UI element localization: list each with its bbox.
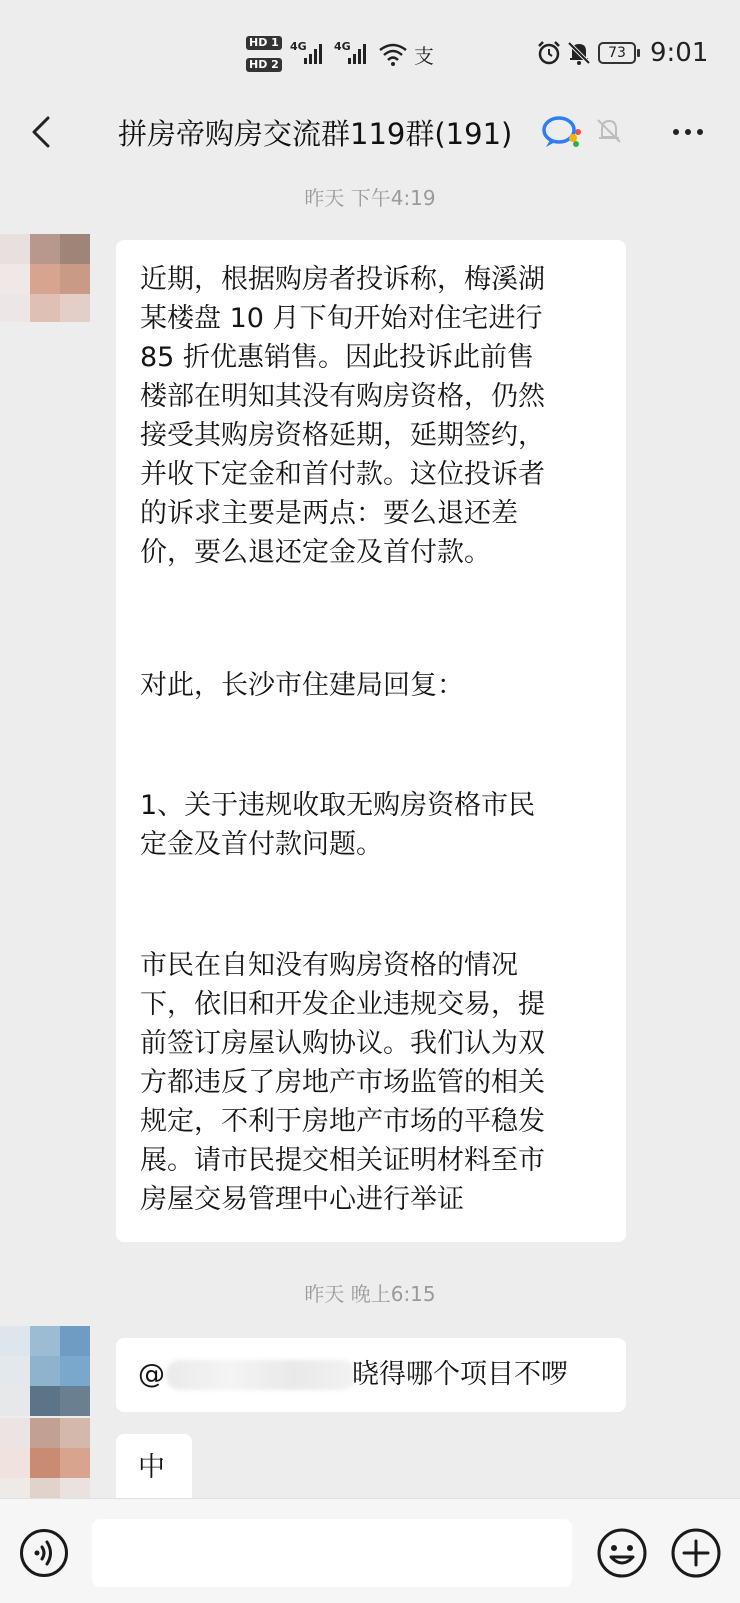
silent-bell-icon — [566, 40, 592, 66]
emoji-icon[interactable] — [596, 1527, 648, 1579]
message-bubble[interactable] — [116, 1338, 626, 1412]
avatar[interactable] — [0, 1326, 96, 1416]
status-clock: 9:01 — [650, 38, 709, 68]
network-type-2: 4G — [334, 40, 351, 53]
chat-header — [0, 100, 740, 164]
message-timestamp: 昨天 晚上6:15 — [304, 1282, 436, 1306]
message-text: 中 — [138, 1452, 165, 1483]
message-paragraph: 对此，长沙市住建局回复： — [140, 670, 464, 701]
sim2-hd-badge: HD 2 — [246, 58, 282, 72]
message-timestamp: 昨天 下午4:19 — [304, 186, 436, 210]
mention-prefix: @ — [138, 1359, 165, 1390]
network-type-1: 4G — [290, 40, 307, 53]
avatar[interactable] — [0, 1418, 96, 1498]
chat-group-icon[interactable] — [540, 114, 582, 150]
wifi-icon — [378, 42, 408, 66]
chat-title: 拼房帝购房交流群119群(191) — [118, 117, 513, 151]
voice-icon[interactable] — [20, 1529, 68, 1577]
avatar[interactable] — [0, 234, 96, 322]
status-bar — [0, 0, 740, 100]
mute-bell-icon[interactable] — [594, 116, 624, 146]
back-arrow-icon[interactable] — [22, 112, 62, 152]
message-input[interactable] — [92, 1519, 572, 1587]
more-icon[interactable] — [668, 112, 708, 152]
input-bar — [0, 1498, 740, 1603]
battery-indicator: 73 — [598, 42, 636, 64]
message-paragraph: 近期，根据购房者投诉称，梅溪湖 某楼盘 10 月下旬开始对住宅进行 85 折优惠销售。因此投诉此前售 楼部在明知其没有购房资格，仍然 接受其购房资格延期，延期签约， 并收下定金和首付款。这位投诉者 的诉求主要是两点：要么退还差 价，要么退还定金及首付款。 — [140, 264, 545, 568]
message-text: 晓得哪个项目不啰 — [352, 1359, 568, 1390]
alipay-icon: 支 — [414, 44, 434, 68]
plus-icon[interactable] — [670, 1527, 722, 1579]
alarm-icon — [536, 40, 562, 66]
signal-strength-icon — [304, 42, 326, 64]
signal-strength-icon — [348, 42, 370, 64]
blurred-username — [166, 1360, 356, 1390]
message-paragraph: 1、关于违规收取无购房资格市民 定金及首付款问题。 — [140, 790, 536, 860]
message-paragraph: 市民在自知没有购房资格的情况 下，依旧和开发企业违规交易，提 前签订房屋认购协议。我们认为双 方都违反了房地产市场监管的相关 规定，不利于房地产市场的平稳发 展。请市民提交相关证明材料至市 房屋交易管理中心进行举证 — [140, 950, 545, 1215]
message-bubble[interactable] — [116, 240, 626, 1242]
sim1-hd-badge: HD 1 — [246, 36, 282, 50]
message-bubble[interactable] — [116, 1434, 192, 1498]
